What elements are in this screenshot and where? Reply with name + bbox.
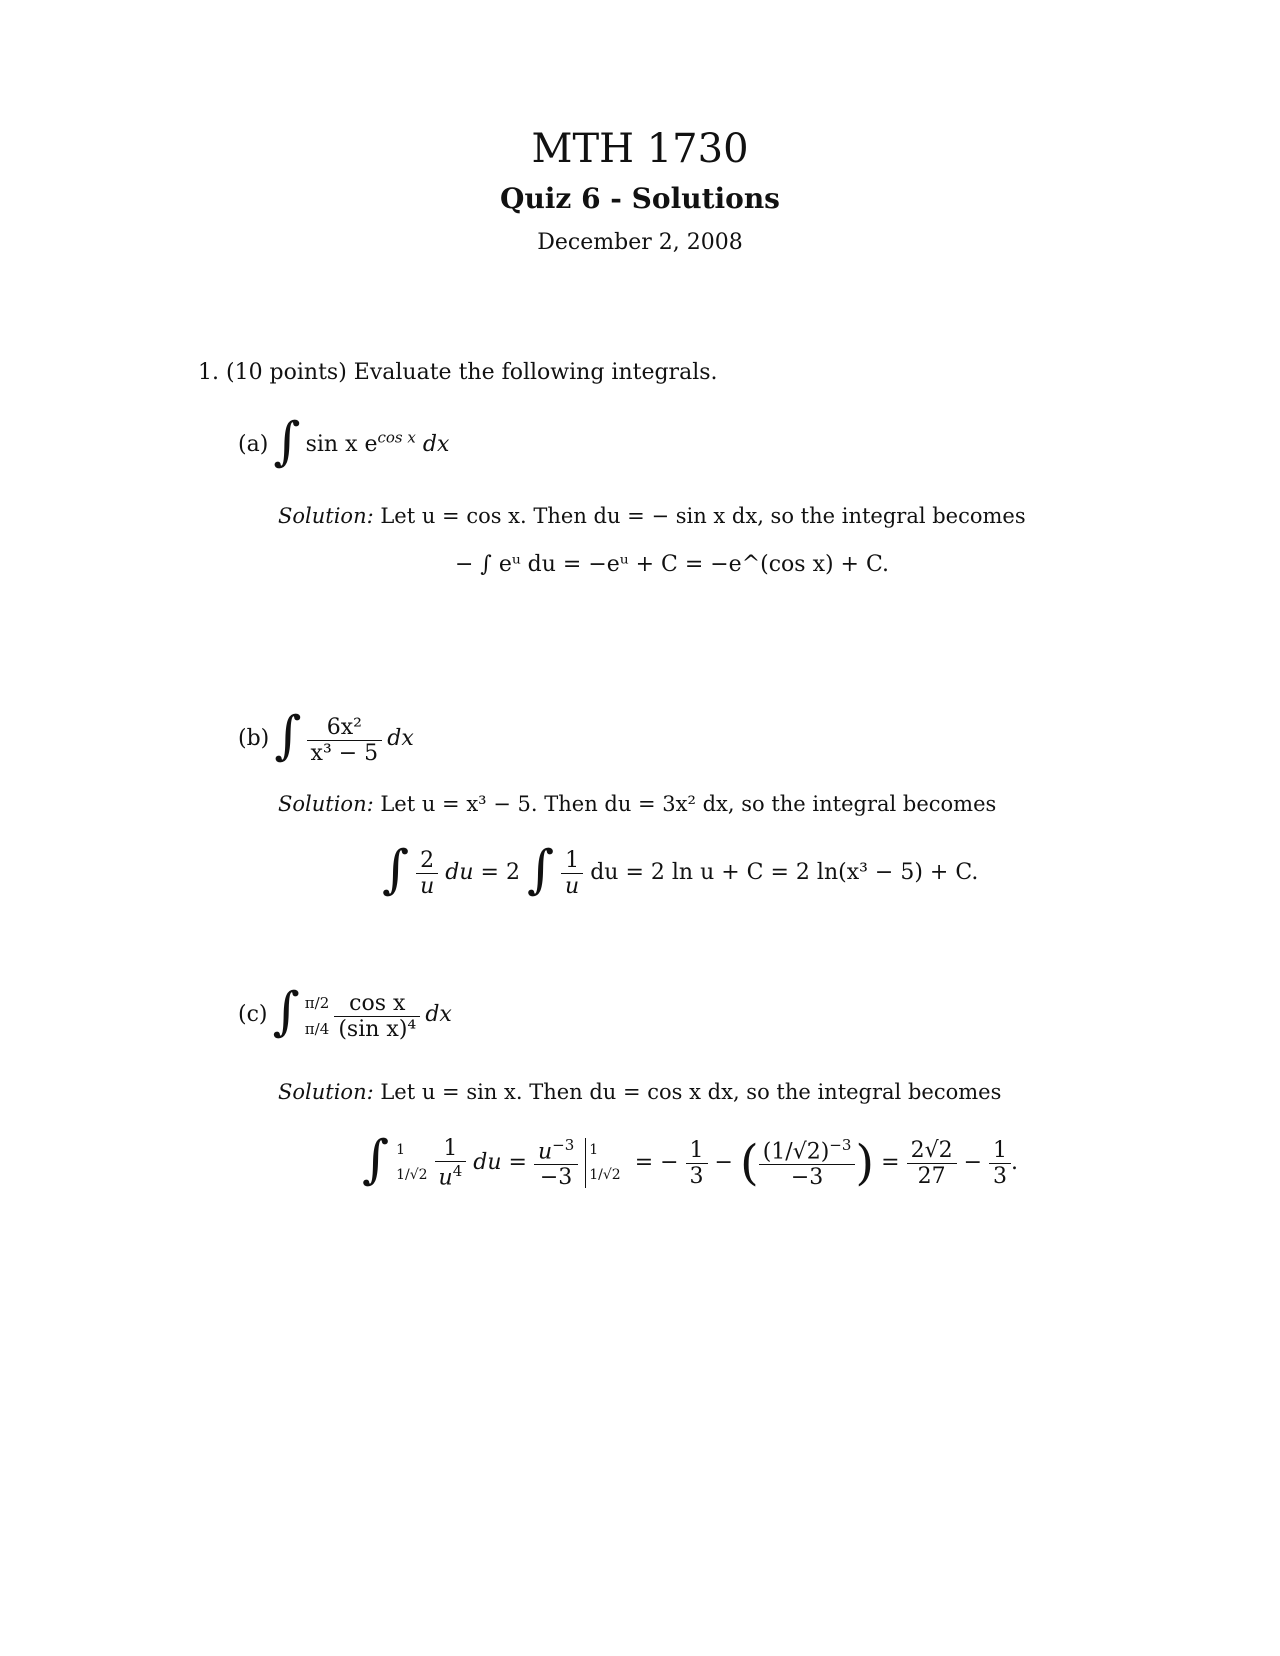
part-a-integrand: sin x $e^{cos x}$ dx <box>305 428 450 457</box>
integral-sign: ∫ <box>272 982 300 1042</box>
quiz-date: December 2, 2008 <box>537 230 743 255</box>
integral-sign: ∫ <box>274 706 302 766</box>
solution-text: Let u = cos x. Then du = − sin x dx, so the integral becomes <box>380 504 1026 528</box>
part-a-solution <box>278 504 1026 528</box>
quiz-title: Quiz 6 - Solutions <box>500 182 780 215</box>
part-a-label: (a) <box>238 432 269 457</box>
part-c-dx: dx <box>425 1002 452 1027</box>
solution-label: Solution: <box>278 504 374 528</box>
part-a-result: − ∫ eᵘ du = −eᵘ + C = −e^(cos x) + C. <box>455 552 890 577</box>
part-b <box>238 702 414 766</box>
solution-label: Solution: <box>278 792 374 816</box>
part-c-fraction: $\frac{\text{cos x}}{\text{(sin x)⁴}}$ <box>334 991 420 1042</box>
solution-label: Solution: <box>278 1080 374 1104</box>
part-b-solution <box>278 792 996 816</box>
solution-text: Let u = sin x. Then du = cos x dx, so the integral becomes <box>380 1080 1002 1104</box>
part-c-result: ∫ 1 1/√2 $\frac{1}{u^4}$ du = $\frac{u^{-3}}{-3}$ 1 1/√2 = − $\frac{1}{3}$ − ( $\frac{(1/√2)^{-3}}{-3}$ ) = $\frac{2√2}{27}$ − $\frac{1}{3}$ . <box>362 1130 1019 1191</box>
part-b-dx: dx <box>387 726 414 751</box>
part-c-limits: π/2 π/4 <box>304 994 330 1038</box>
part-c-label: (c) <box>238 1002 268 1027</box>
part-c-solution <box>278 1080 1001 1104</box>
integral-sign: ∫ <box>273 412 301 472</box>
problem-statement: 1. (10 points) Evaluate the following integrals. <box>198 360 718 385</box>
part-b-result: ∫ $\frac{2}{u}$ du = 2 ∫ $\frac{1}{u}$ du = 2 ln u + C = 2 ln(x³ − 5) + C. <box>382 840 979 900</box>
solution-text: Let u = x³ − 5. Then du = 3x² dx, so the integral becomes <box>380 792 997 816</box>
course-title: MTH 1730 <box>531 126 749 172</box>
part-c <box>238 978 452 1042</box>
part-a <box>238 408 450 472</box>
part-b-fraction: $\frac{\text{6x²}}{\text{x³ − 5}}$ <box>307 715 383 766</box>
part-b-label: (b) <box>238 726 270 751</box>
